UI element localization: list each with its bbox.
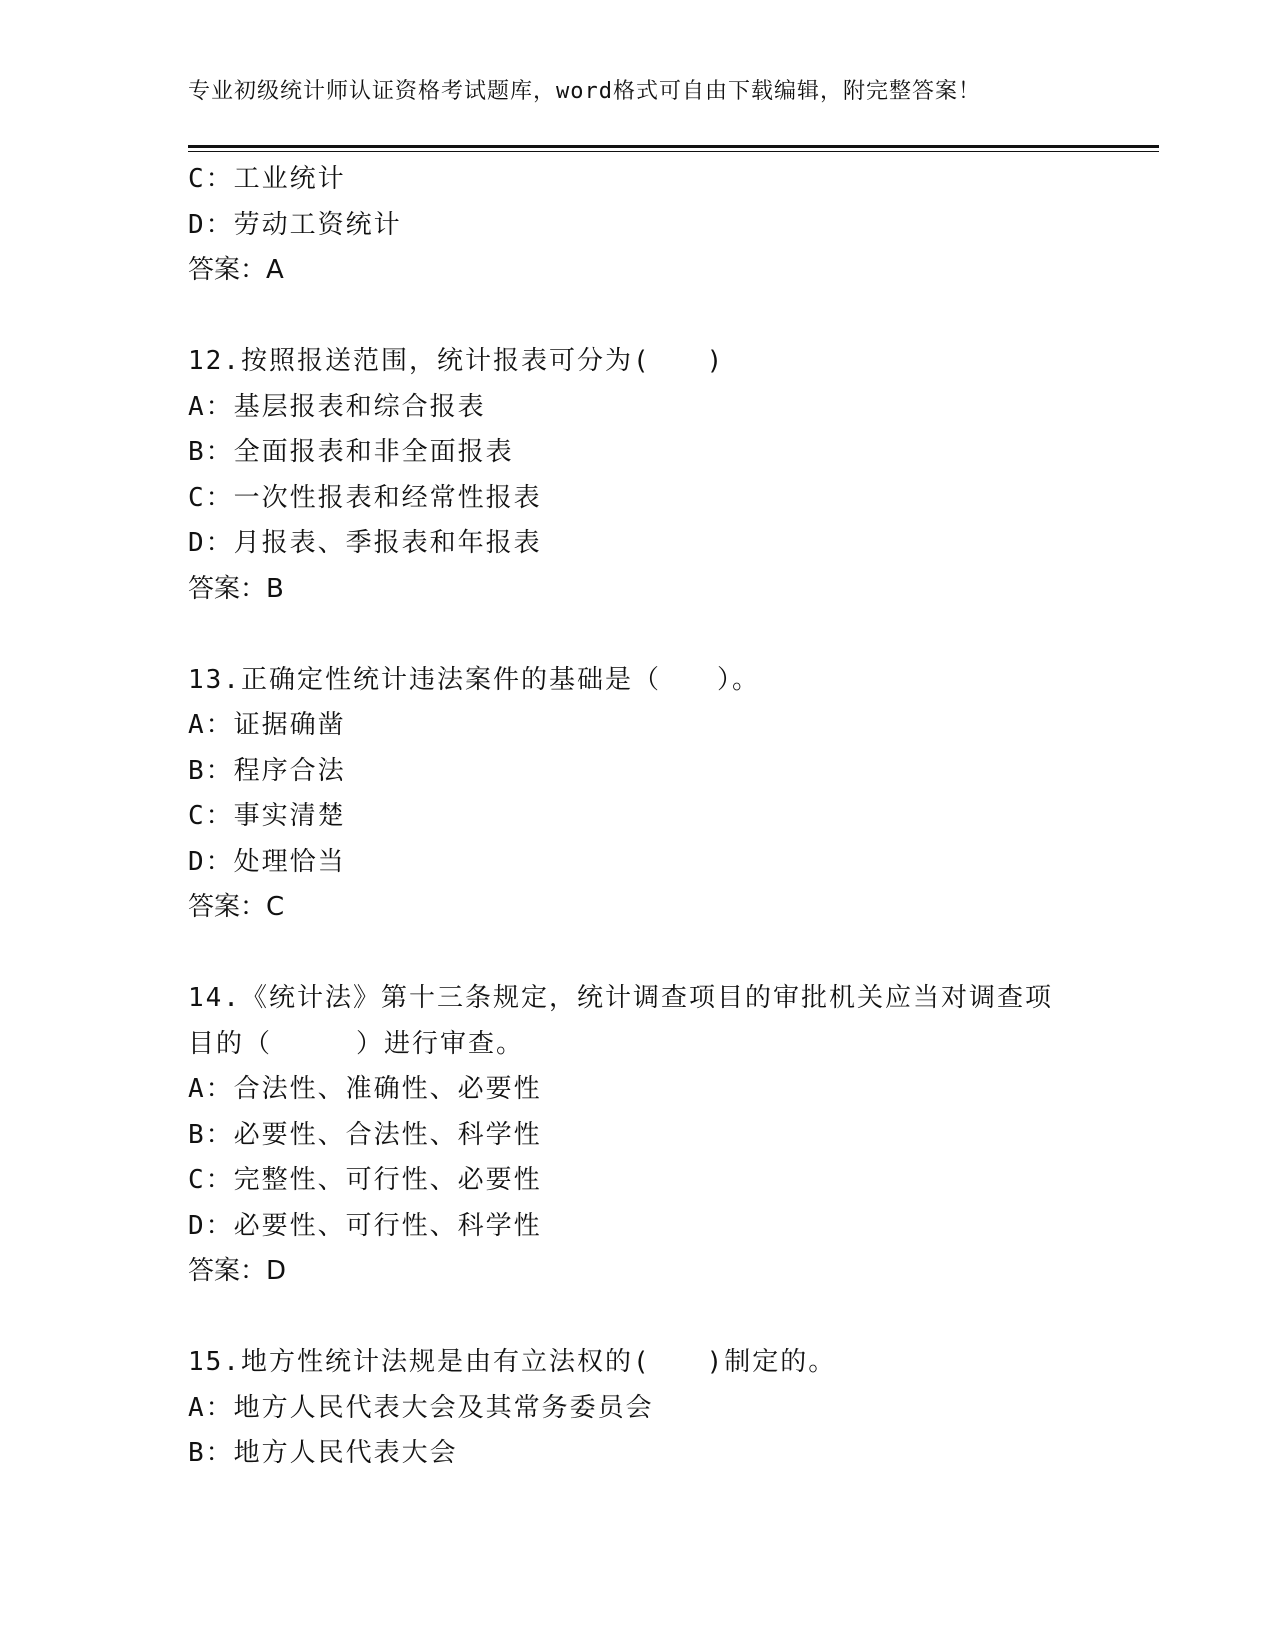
option-b: B：程序合法 (188, 755, 346, 786)
option-b: B：地方人民代表大会 (188, 1438, 458, 1468)
question-block (188, 157, 1088, 294)
question-gap (188, 294, 1088, 340)
answer-line: 答案：D (188, 1256, 287, 1286)
question-block (188, 658, 1088, 931)
question-block (188, 976, 1088, 1295)
header-rule-thick (188, 145, 1159, 148)
question-stem: 12.按照报送范围，统计报表可分为( ) (188, 346, 725, 376)
answer-line: 答案：A (188, 255, 284, 285)
option-a: A：证据确凿 (188, 710, 346, 740)
page-header: 专业初级统计师认证资格考试题库，word格式可自由下载编辑，附完整答案！ (188, 79, 981, 104)
question-block (188, 339, 1088, 612)
option-d: D：必要性、可行性、科学性 (188, 1210, 542, 1241)
question-stem-continued: 目的（ ）进行审查。 (188, 1028, 525, 1059)
question-list (188, 157, 1088, 1477)
option-c: C：工业统计 (188, 164, 346, 194)
option-a: A：地方人民代表大会及其常务委员会 (188, 1392, 654, 1423)
option-b: B：全面报表和非全面报表 (188, 437, 514, 467)
header-rule-thin (188, 151, 1159, 152)
question-stem: 13.正确定性统计违法案件的基础是（ ）。 (188, 664, 760, 695)
question-gap (188, 931, 1088, 977)
answer-line: 答案：B (188, 573, 284, 604)
question-block (188, 1340, 1088, 1477)
question-stem: 14.《统计法》第十三条规定，统计调查项目的审批机关应当对调查项 (188, 983, 1053, 1013)
option-d: D：劳动工资统计 (188, 209, 402, 240)
option-b: B：必要性、合法性、科学性 (188, 1119, 542, 1150)
question-gap (188, 612, 1088, 658)
question-stem: 15.地方性统计法规是由有立法权的( )制定的。 (188, 1347, 837, 1377)
option-a: A：基层报表和综合报表 (188, 391, 486, 422)
option-c: C：事实清楚 (188, 801, 346, 831)
answer-line: 答案：C (188, 892, 285, 922)
option-c: C：完整性、可行性、必要性 (188, 1165, 542, 1195)
option-d: D：处理恰当 (188, 846, 346, 877)
option-a: A：合法性、准确性、必要性 (188, 1074, 542, 1104)
question-gap (188, 1295, 1088, 1341)
option-c: C：一次性报表和经常性报表 (188, 482, 542, 513)
option-d: D：月报表、季报表和年报表 (188, 528, 542, 558)
